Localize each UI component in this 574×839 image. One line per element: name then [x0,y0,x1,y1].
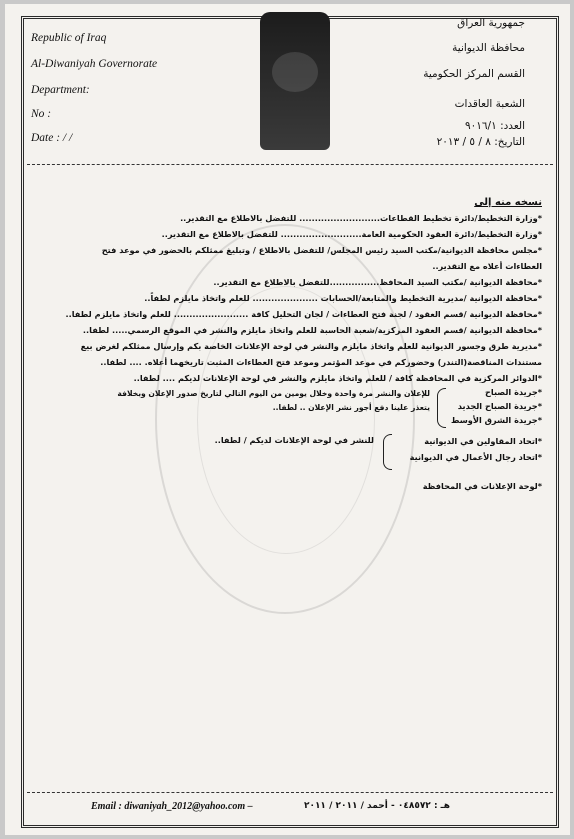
recipient-line: *وزارة التخطيط/دائرة تخطيط القطاعات.......................... للتفضل بالاطلاع مع التقدير.. [180,213,542,223]
newspaper-item: *جريدة الشرق الأوسط [450,415,542,425]
union-item: *اتحاد المقاولين في الديوانية [424,436,542,446]
newspaper-item: *جريدة الصباح الجديد [457,401,542,411]
header-department-ar: القسم المركز الحكومية [423,68,525,80]
newspapers-note: للإعلان والنشر مرة واحدة وخلال يومين من اليوم التالي لتاريخ صدور الإعلان وبخلافة [117,389,430,398]
recipient-line: *مجلس محافظة الديوانية/مكتب السيد رئيس المجلس/ للتفضل بالاطلاع / وتبليغ ممثلكم بالحضور في موعد فتح [101,245,542,255]
official-stamp-image [260,12,330,150]
notice-board-line: *لوحة الإعلانات في المحافظة [422,481,542,491]
document-page [5,4,570,835]
recipient-line: *محافظة الديوانية /قسم العقود المركزية/شعبة الحاسبة للعلم واتخاذ مايلزم والنشر في الموقع الرسمي..... لطفا.. [82,325,542,335]
recipient-line: *مديرية طرق وجسور الديوانية للعلم واتخاذ مايلزم والنشر في لوحة الإعلانات الخاصة بكم وإرسال ممثلكم لغرض بيع [80,341,542,351]
header-number-ar: العدد: ٩٠١٦/١ [465,120,525,132]
unions-note: للنشر في لوحة الإعلانات لديكم / لطفا.. [214,435,374,445]
recipient-line: *محافظة الديوانية /مديرية التخطيط والمتابعة/الحسابات ..................... للعلم واتخاذ مايلزم لطفاً.. [144,293,542,303]
newspapers-brace [437,388,446,428]
footer-reference: هـ : ٠٤٨٥٧٢ - أحمد / ٢٠١١ / ٢٠١١ [303,801,450,811]
recipient-line: *الدوائر المركزية في المحافظة كافة / للعلم واتخاذ مايلزم والنشر في لوحة الإعلانات لديكم .... لطفا.. [133,373,542,383]
header-governorate-en: Al-Diwaniyah Governorate [31,58,158,70]
recipient-line: *وزارة التخطيط/دائرة العقود الحكومية العامة.......................... للتفضل بالاطلاع مع التقدير.. [161,229,542,239]
header-country-ar: جمهورية العراق [457,17,525,29]
header-section-ar: الشعبة العاقدات [454,98,525,110]
header-separator [27,164,553,165]
header-country-en: Republic of Iraq [31,32,107,44]
union-item: *اتحاد رجال الأعمال في الديوانية [409,452,542,462]
footer-separator [27,792,553,793]
unions-brace [383,434,392,470]
footer-email: Email : diwaniyah_2012@yahoo.com – [91,801,253,812]
header-number-label: No : [31,108,52,120]
header-governorate-ar: محافظة الديوانية [452,42,525,54]
header-date-label: Date : / / [31,132,73,144]
recipient-line: مستندات المناقصة(التندر) وحضوركم في موعد المؤتمر وموعد فتح العطاءات المثبت تاريخهما أعلاه. .... لطفا.. [100,357,542,367]
newspaper-item: *جريدة الصباح [484,387,542,397]
recipient-line: العطاءات أعلاه مع التقدير.. [432,261,542,271]
recipient-line: *محافظة الديوانية /مكتب السيد المحافظ................للتفضل بالاطلاع مع التقدير.. [213,277,542,287]
header-date-ar: التاريخ: ٨ / ٥ / ٢٠١٣ [436,136,525,148]
newspapers-note: يتعذر علينا دفع أجور نشر الإعلان .. لطفا.. [272,403,430,412]
copies-to-title: نسخه منه إلى [474,197,542,208]
recipient-line: *محافظة الديوانية /قسم العقود / لجنة فتح العطاءات / لجان التحليل كافة ........................ للعلم واتخاذ مايلزم لطفا.. [65,309,542,319]
header-department-label: Department: [31,84,90,96]
